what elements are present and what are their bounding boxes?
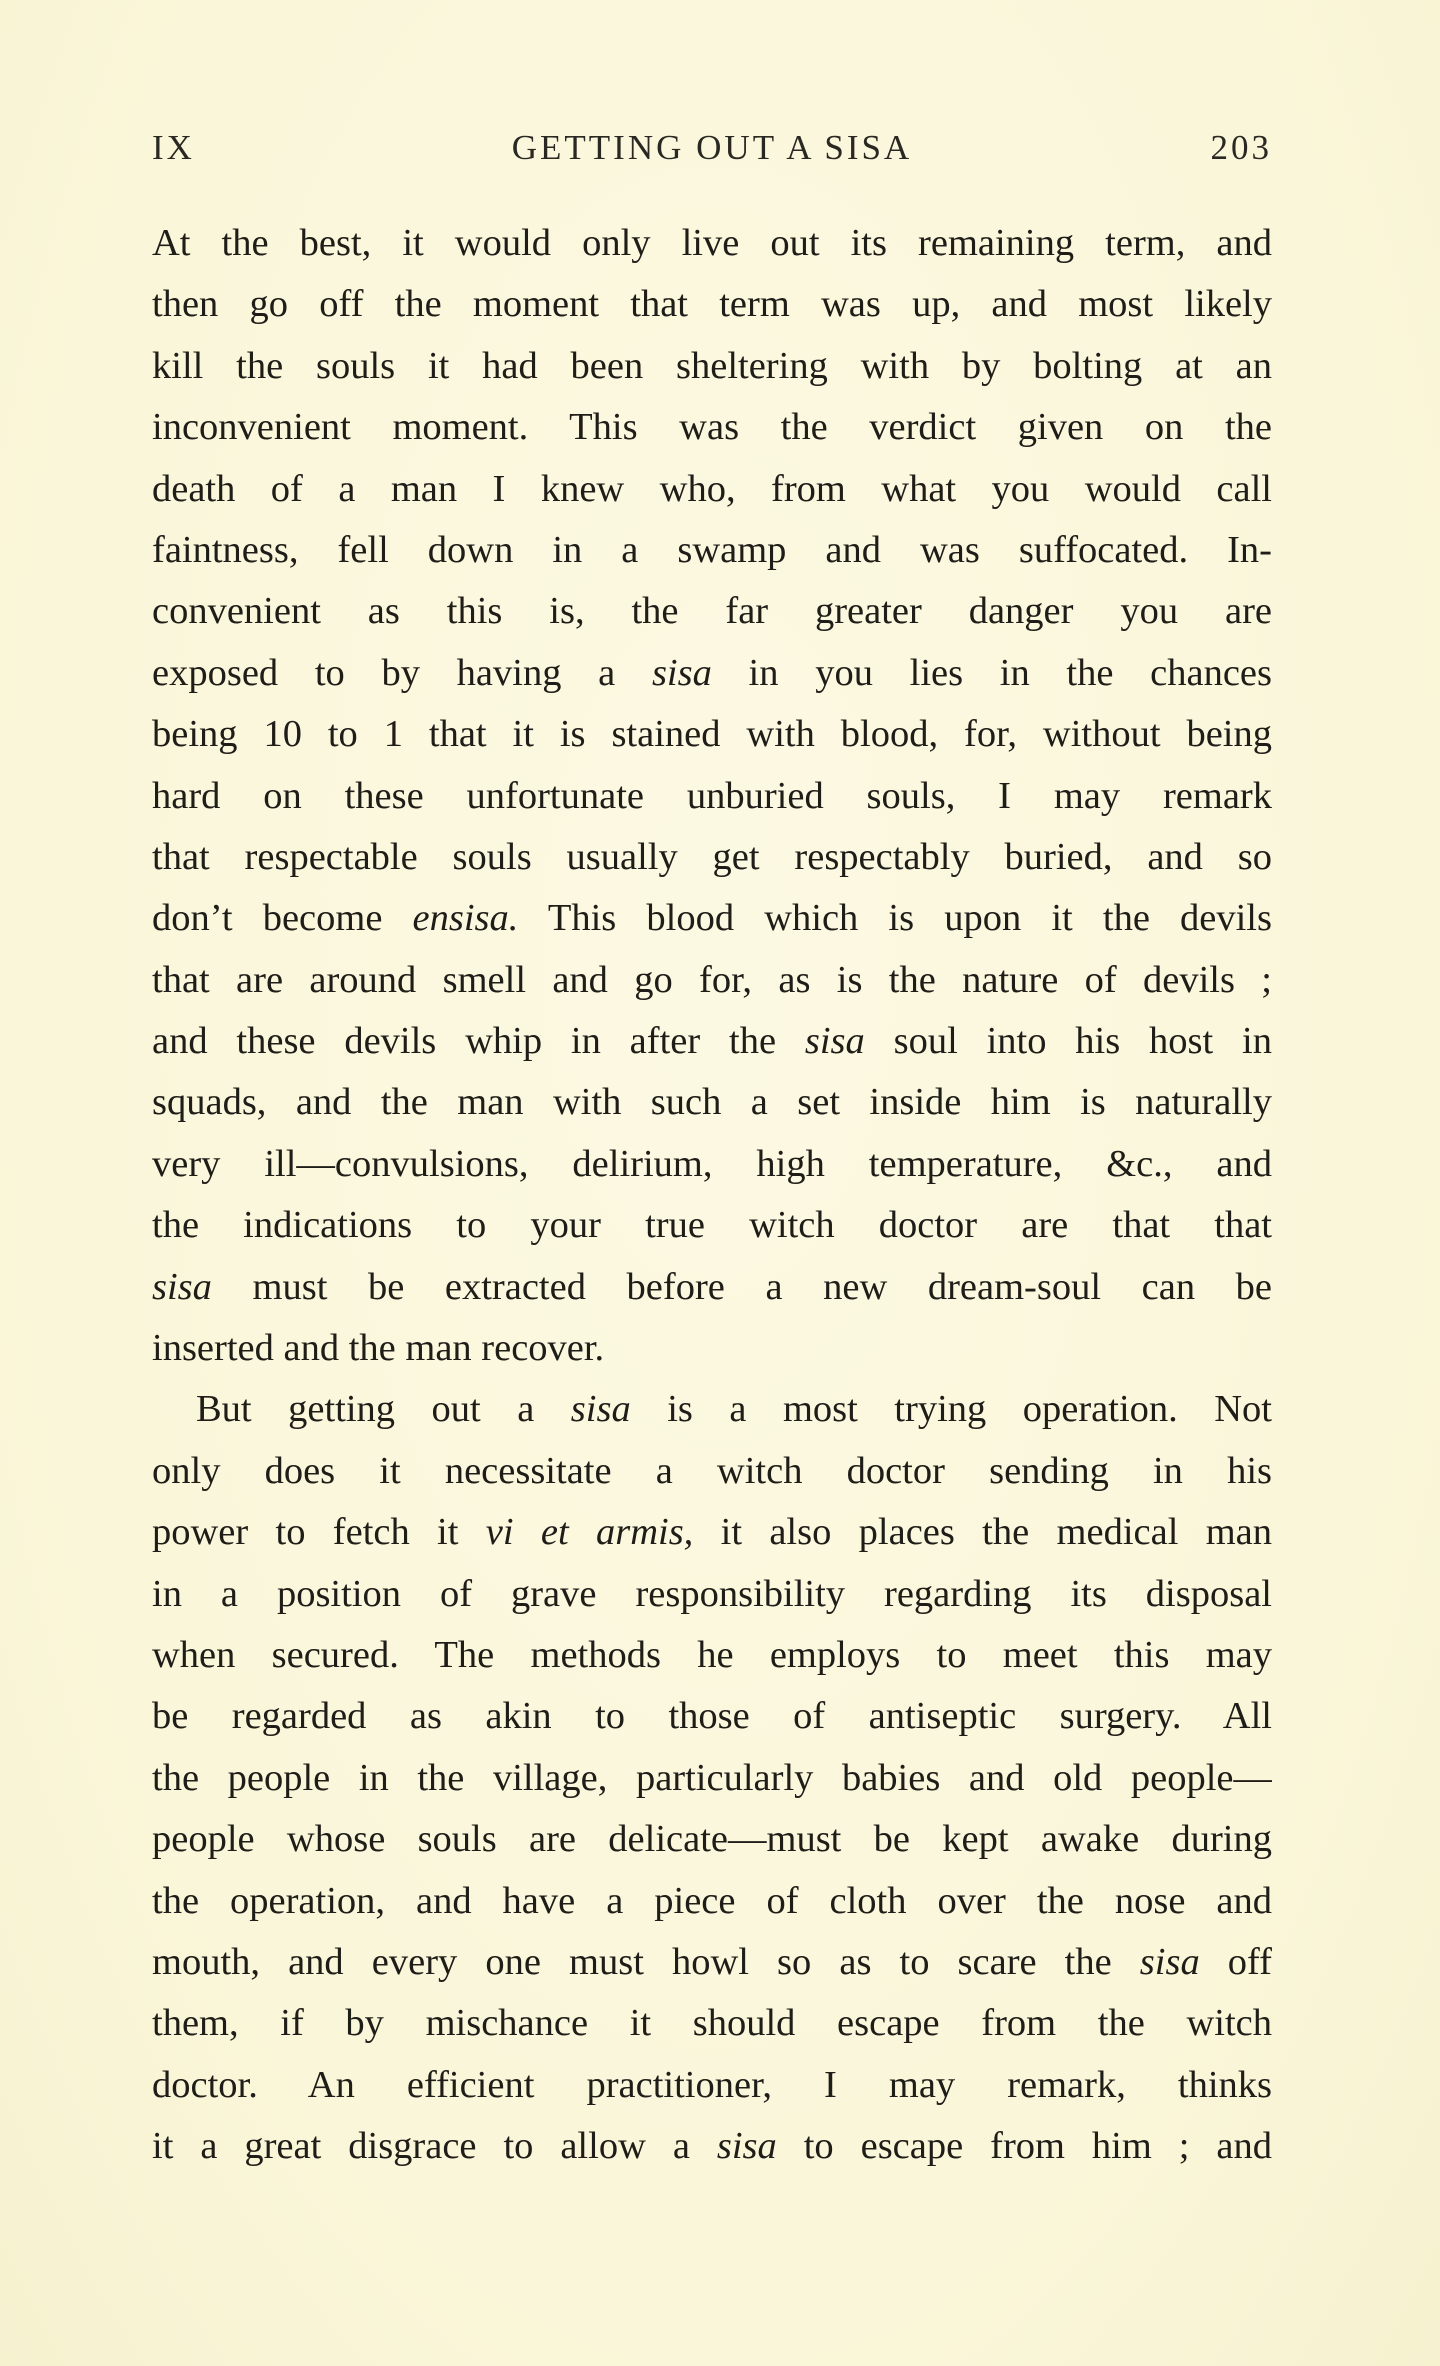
text-segment: squads, and the man with such a set inside him is naturally: [152, 1081, 1272, 1124]
text-line: [152, 213, 1272, 274]
body-text: [152, 213, 1272, 2178]
text-line: [152, 766, 1272, 827]
running-title: GETTING OUT A SISA: [511, 128, 913, 167]
text-segment: very ill—convulsions, delirium, high temperature, &c., and: [152, 1142, 1272, 1185]
text-line: [152, 520, 1272, 581]
italic-term: sisa: [716, 2125, 777, 2168]
text-segment: inserted and the man recover.: [152, 1327, 605, 1370]
chapter-number: IX: [152, 128, 195, 167]
text-segment: is a most trying operation. Not: [630, 1388, 1272, 1431]
text-segment: kill the souls it had been sheltering with by bolting at an: [152, 344, 1272, 387]
text-line: [152, 336, 1272, 397]
text-line: [152, 1011, 1272, 1072]
text-segment: This blood which is upon it the devils: [518, 897, 1272, 940]
text-line: [152, 704, 1272, 765]
text-segment: people whose souls are delicate—must be kept awake during: [152, 1818, 1272, 1861]
text-segment: in you lies in the chances: [711, 651, 1272, 694]
text-segment: But getting out a: [196, 1388, 571, 1431]
text-line: [152, 1195, 1272, 1256]
text-segment: being 10 to 1 that it is stained with blood, for, without being: [152, 713, 1272, 756]
text-segment: to escape from him ; and: [776, 2125, 1272, 2168]
text-line: [152, 1379, 1272, 1440]
italic-term: vi et armis,: [485, 1511, 694, 1554]
text-line: [152, 643, 1272, 704]
text-line: [152, 1871, 1272, 1932]
text-line: [152, 2055, 1272, 2116]
text-segment: soul into his host in: [864, 1020, 1272, 1063]
text-segment: mouth, and every one must howl so as to scare the: [152, 1940, 1140, 1983]
italic-term: sisa: [1139, 1940, 1200, 1983]
text-segment: that are around smell and go for, as is the nature of devils ;: [152, 958, 1272, 1001]
italic-term: sisa: [570, 1388, 631, 1431]
text-line: [152, 1993, 1272, 2054]
text-line: [152, 1441, 1272, 1502]
text-line: [152, 1134, 1272, 1195]
text-segment: be regarded as akin to those of antiseptic surgery. All: [152, 1695, 1272, 1738]
running-header: [152, 128, 1272, 176]
text-line: [152, 827, 1272, 888]
text-segment: it a great disgrace to allow a: [152, 2125, 717, 2168]
text-line: [152, 888, 1272, 949]
text-segment: in a position of grave responsibility regarding its disposal: [152, 1572, 1272, 1615]
text-segment: it also places the medical man: [693, 1511, 1272, 1554]
italic-term: sisa: [152, 1265, 212, 1308]
text-line: [152, 1748, 1272, 1809]
text-segment: hard on these unfortunate unburied souls, I may remark: [152, 774, 1272, 817]
text-segment: doctor. An efficient practitioner, I may remark, thinks: [152, 2063, 1272, 2106]
text-line: [152, 1564, 1272, 1625]
text-segment: convenient as this is, the far greater danger you are: [152, 590, 1272, 633]
text-segment: and these devils whip in after the: [152, 1020, 805, 1063]
text-segment: when secured. The methods he employs to meet this may: [152, 1633, 1272, 1676]
text-line: [152, 1502, 1272, 1563]
text-segment: the indications to your true witch doctor are that that: [152, 1204, 1272, 1247]
italic-term: sisa: [651, 651, 712, 694]
text-line: [152, 1932, 1272, 1993]
text-segment: faintness, fell down in a swamp and was suffocated. In-: [152, 528, 1272, 571]
text-segment: don’t become: [152, 897, 413, 940]
text-segment: inconvenient moment. This was the verdict given on the: [152, 406, 1272, 449]
text-segment: only does it necessitate a witch doctor sending in his: [152, 1449, 1272, 1492]
text-line: [152, 459, 1272, 520]
text-segment: must be extracted before a new dream-soul can be: [211, 1265, 1272, 1308]
text-segment: power to fetch it: [152, 1511, 486, 1554]
text-line: [152, 397, 1272, 458]
italic-term: sisa: [804, 1020, 865, 1063]
text-line: [152, 581, 1272, 642]
text-line: [152, 950, 1272, 1011]
text-line: [152, 1318, 1272, 1379]
page-number: 203: [1210, 128, 1272, 167]
text-segment: exposed to by having a: [152, 651, 652, 694]
italic-term: ensisa.: [412, 897, 519, 940]
text-line: [152, 1809, 1272, 1870]
text-segment: off: [1199, 1940, 1272, 1983]
text-line: [152, 274, 1272, 335]
text-segment: the people in the village, particularly babies and old people—: [152, 1756, 1272, 1799]
text-segment: them, if by mischance it should escape from the witch: [152, 2002, 1272, 2045]
text-line: [152, 1625, 1272, 1686]
text-segment: At the best, it would only live out its remaining term, and: [152, 222, 1272, 264]
text-line: [152, 1072, 1272, 1133]
text-segment: that respectable souls usually get respectably buried, and so: [152, 835, 1272, 878]
text-segment: the operation, and have a piece of cloth over the nose and: [152, 1879, 1272, 1922]
text-segment: then go off the moment that term was up, and most likely: [152, 283, 1272, 326]
text-segment: death of a man I knew who, from what you would call: [152, 467, 1272, 510]
text-line: [152, 2116, 1272, 2177]
text-line: [152, 1686, 1272, 1747]
text-line: [152, 1257, 1272, 1318]
